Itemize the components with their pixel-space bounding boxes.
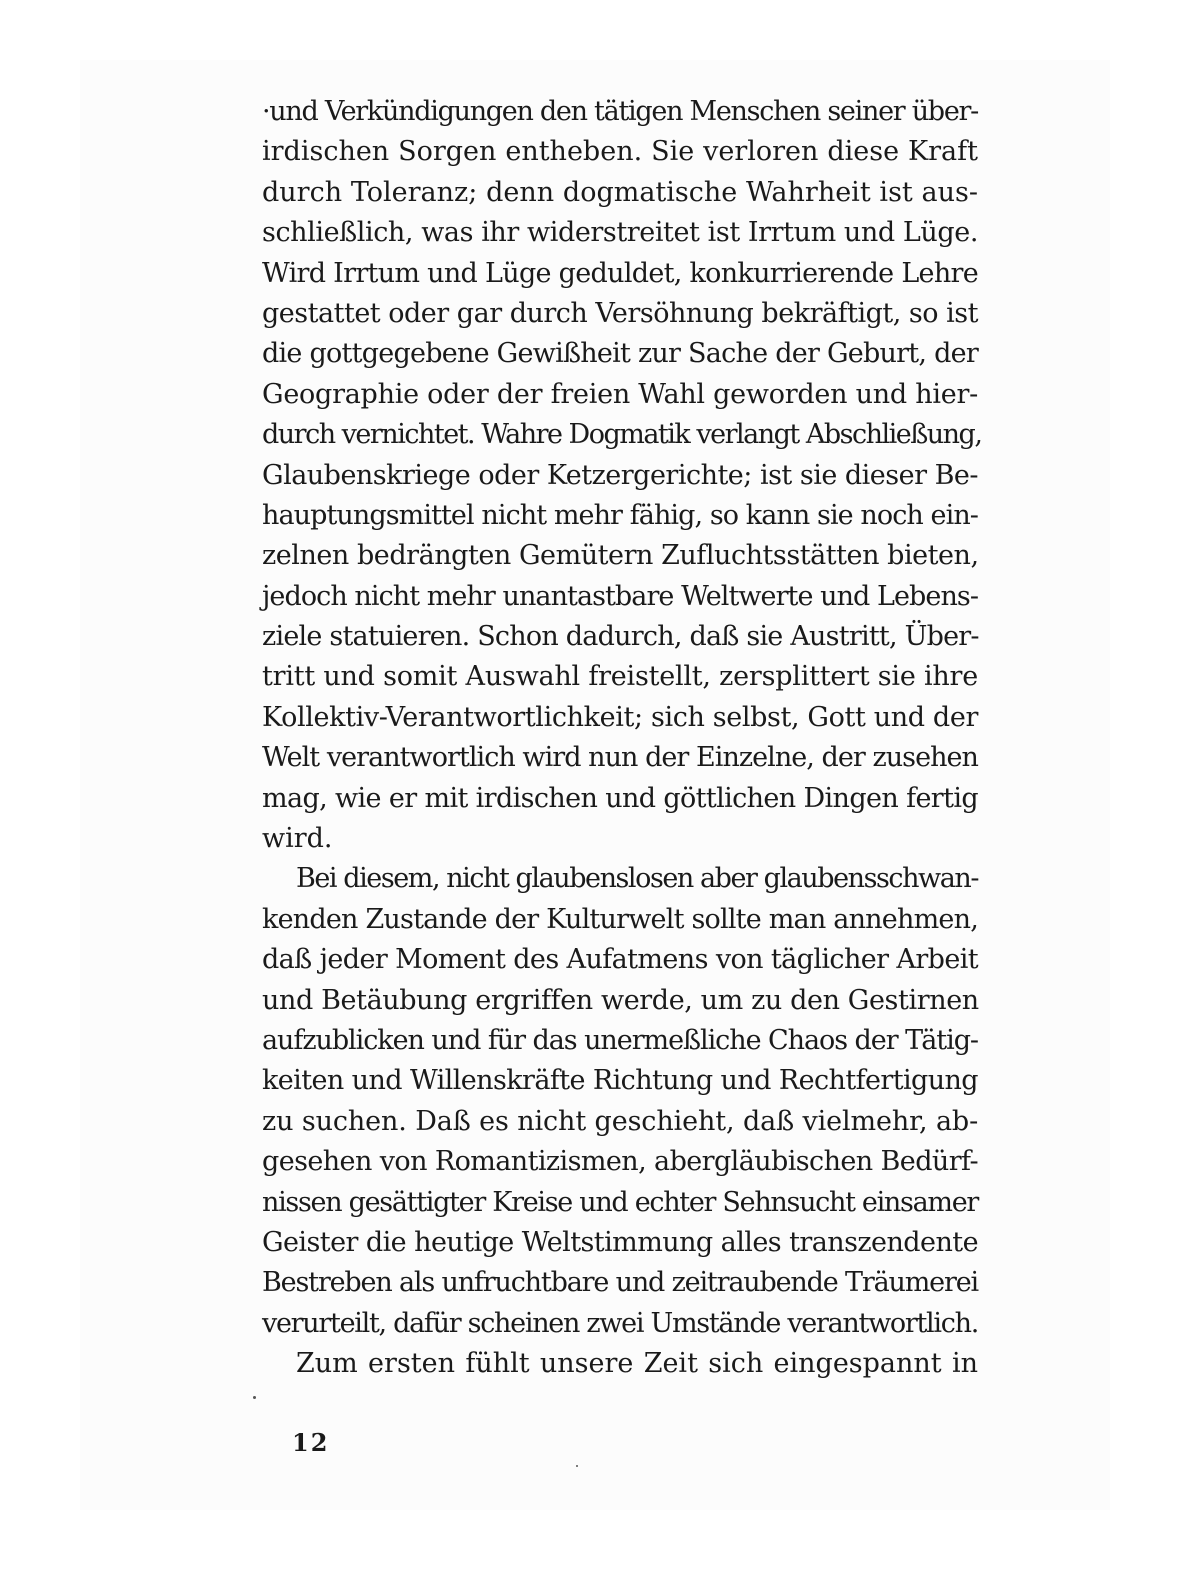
text-line: Wird Irrtum und Lüge geduldet, konkurrierende Lehre — [262, 257, 978, 289]
scan-speck — [253, 1396, 256, 1399]
text-line: durch Toleranz; denn dogmatische Wahrheit ist aus- — [262, 176, 978, 208]
text-line: zelnen bedrängten Gemütern Zufluchtsstätten bieten, — [262, 540, 979, 572]
text-line: irdischen Sorgen entheben. Sie verloren diese Kraft — [262, 136, 978, 168]
scan-speck — [576, 1465, 578, 1467]
text-line: kenden Zustande der Kulturwelt sollte man annehmen, — [262, 903, 978, 935]
text-line: Glaubenskriege oder Ketzergerichte; ist sie dieser Be- — [262, 459, 978, 491]
text-line: tritt und somit Auswahl freistellt, zersplittert sie ihre — [262, 661, 978, 693]
text-line: Geographie oder der freien Wahl geworden und hier- — [262, 378, 978, 410]
text-line: durch vernichtet. Wahre Dogmatik verlangt Abschließung, — [262, 419, 982, 451]
text-line: schließlich, was ihr widerstreitet ist Irrtum und Lüge. — [262, 217, 978, 249]
text-line: hauptungsmittel nicht mehr fähig, so kann sie noch ein- — [262, 499, 978, 531]
text-line: Geister die heutige Weltstimmung alles transzendente — [262, 1226, 978, 1258]
text-line: aufzublicken und für das unermeßliche Chaos der Tätig- — [262, 1024, 978, 1056]
text-line: jedoch nicht mehr unantastbare Weltwerte und Lebens- — [262, 580, 978, 612]
text-line: nissen gesättigter Kreise und echter Sehnsucht einsamer — [262, 1186, 978, 1218]
text-line: zu suchen. Daß es nicht geschieht, daß vielmehr, ab- — [262, 1105, 979, 1137]
text-line: Zum ersten fühlt unsere Zeit sich eingespannt in — [296, 1348, 978, 1380]
text-line: daß jeder Moment des Aufatmens von täglicher Arbeit — [262, 944, 978, 976]
page-number: 12 — [292, 1428, 330, 1457]
text-line: gesehen von Romantizismen, abergläubischen Bedürf- — [262, 1146, 978, 1178]
text-line: die gottgegebene Gewißheit zur Sache der Geburt, der — [262, 338, 978, 370]
text-line: verurteilt, dafür scheinen zwei Umstände verantwortlich. — [262, 1307, 978, 1339]
text-line: und Betäubung ergriffen werde, um zu den Gestirnen — [262, 984, 979, 1016]
text-line: keiten und Willenskräfte Richtung und Rechtfertigung — [262, 1065, 978, 1097]
text-line: ·und Verkündigungen den tätigen Menschen seiner über- — [262, 96, 978, 127]
body-text — [262, 92, 982, 1385]
text-line: Kollektiv-Verantwortlichkeit; sich selbst, Gott und der — [262, 701, 978, 733]
text-line: Welt verantwortlich wird nun der Einzelne, der zusehen — [262, 742, 978, 774]
text-line: gestattet oder gar durch Versöhnung bekräftigt, so ist — [262, 297, 978, 329]
text-line: mag, wie er mit irdischen und göttlichen Dingen fertig — [262, 782, 978, 814]
text-line: Bei diesem, nicht glaubenslosen aber glaubensschwan- — [296, 863, 978, 895]
text-line: Bestreben als unfruchtbare und zeitraubende Träumerei — [262, 1267, 978, 1299]
text-line: wird. — [262, 823, 333, 855]
text-line: ziele statuieren. Schon dadurch, daß sie Austritt, Über- — [262, 621, 979, 653]
